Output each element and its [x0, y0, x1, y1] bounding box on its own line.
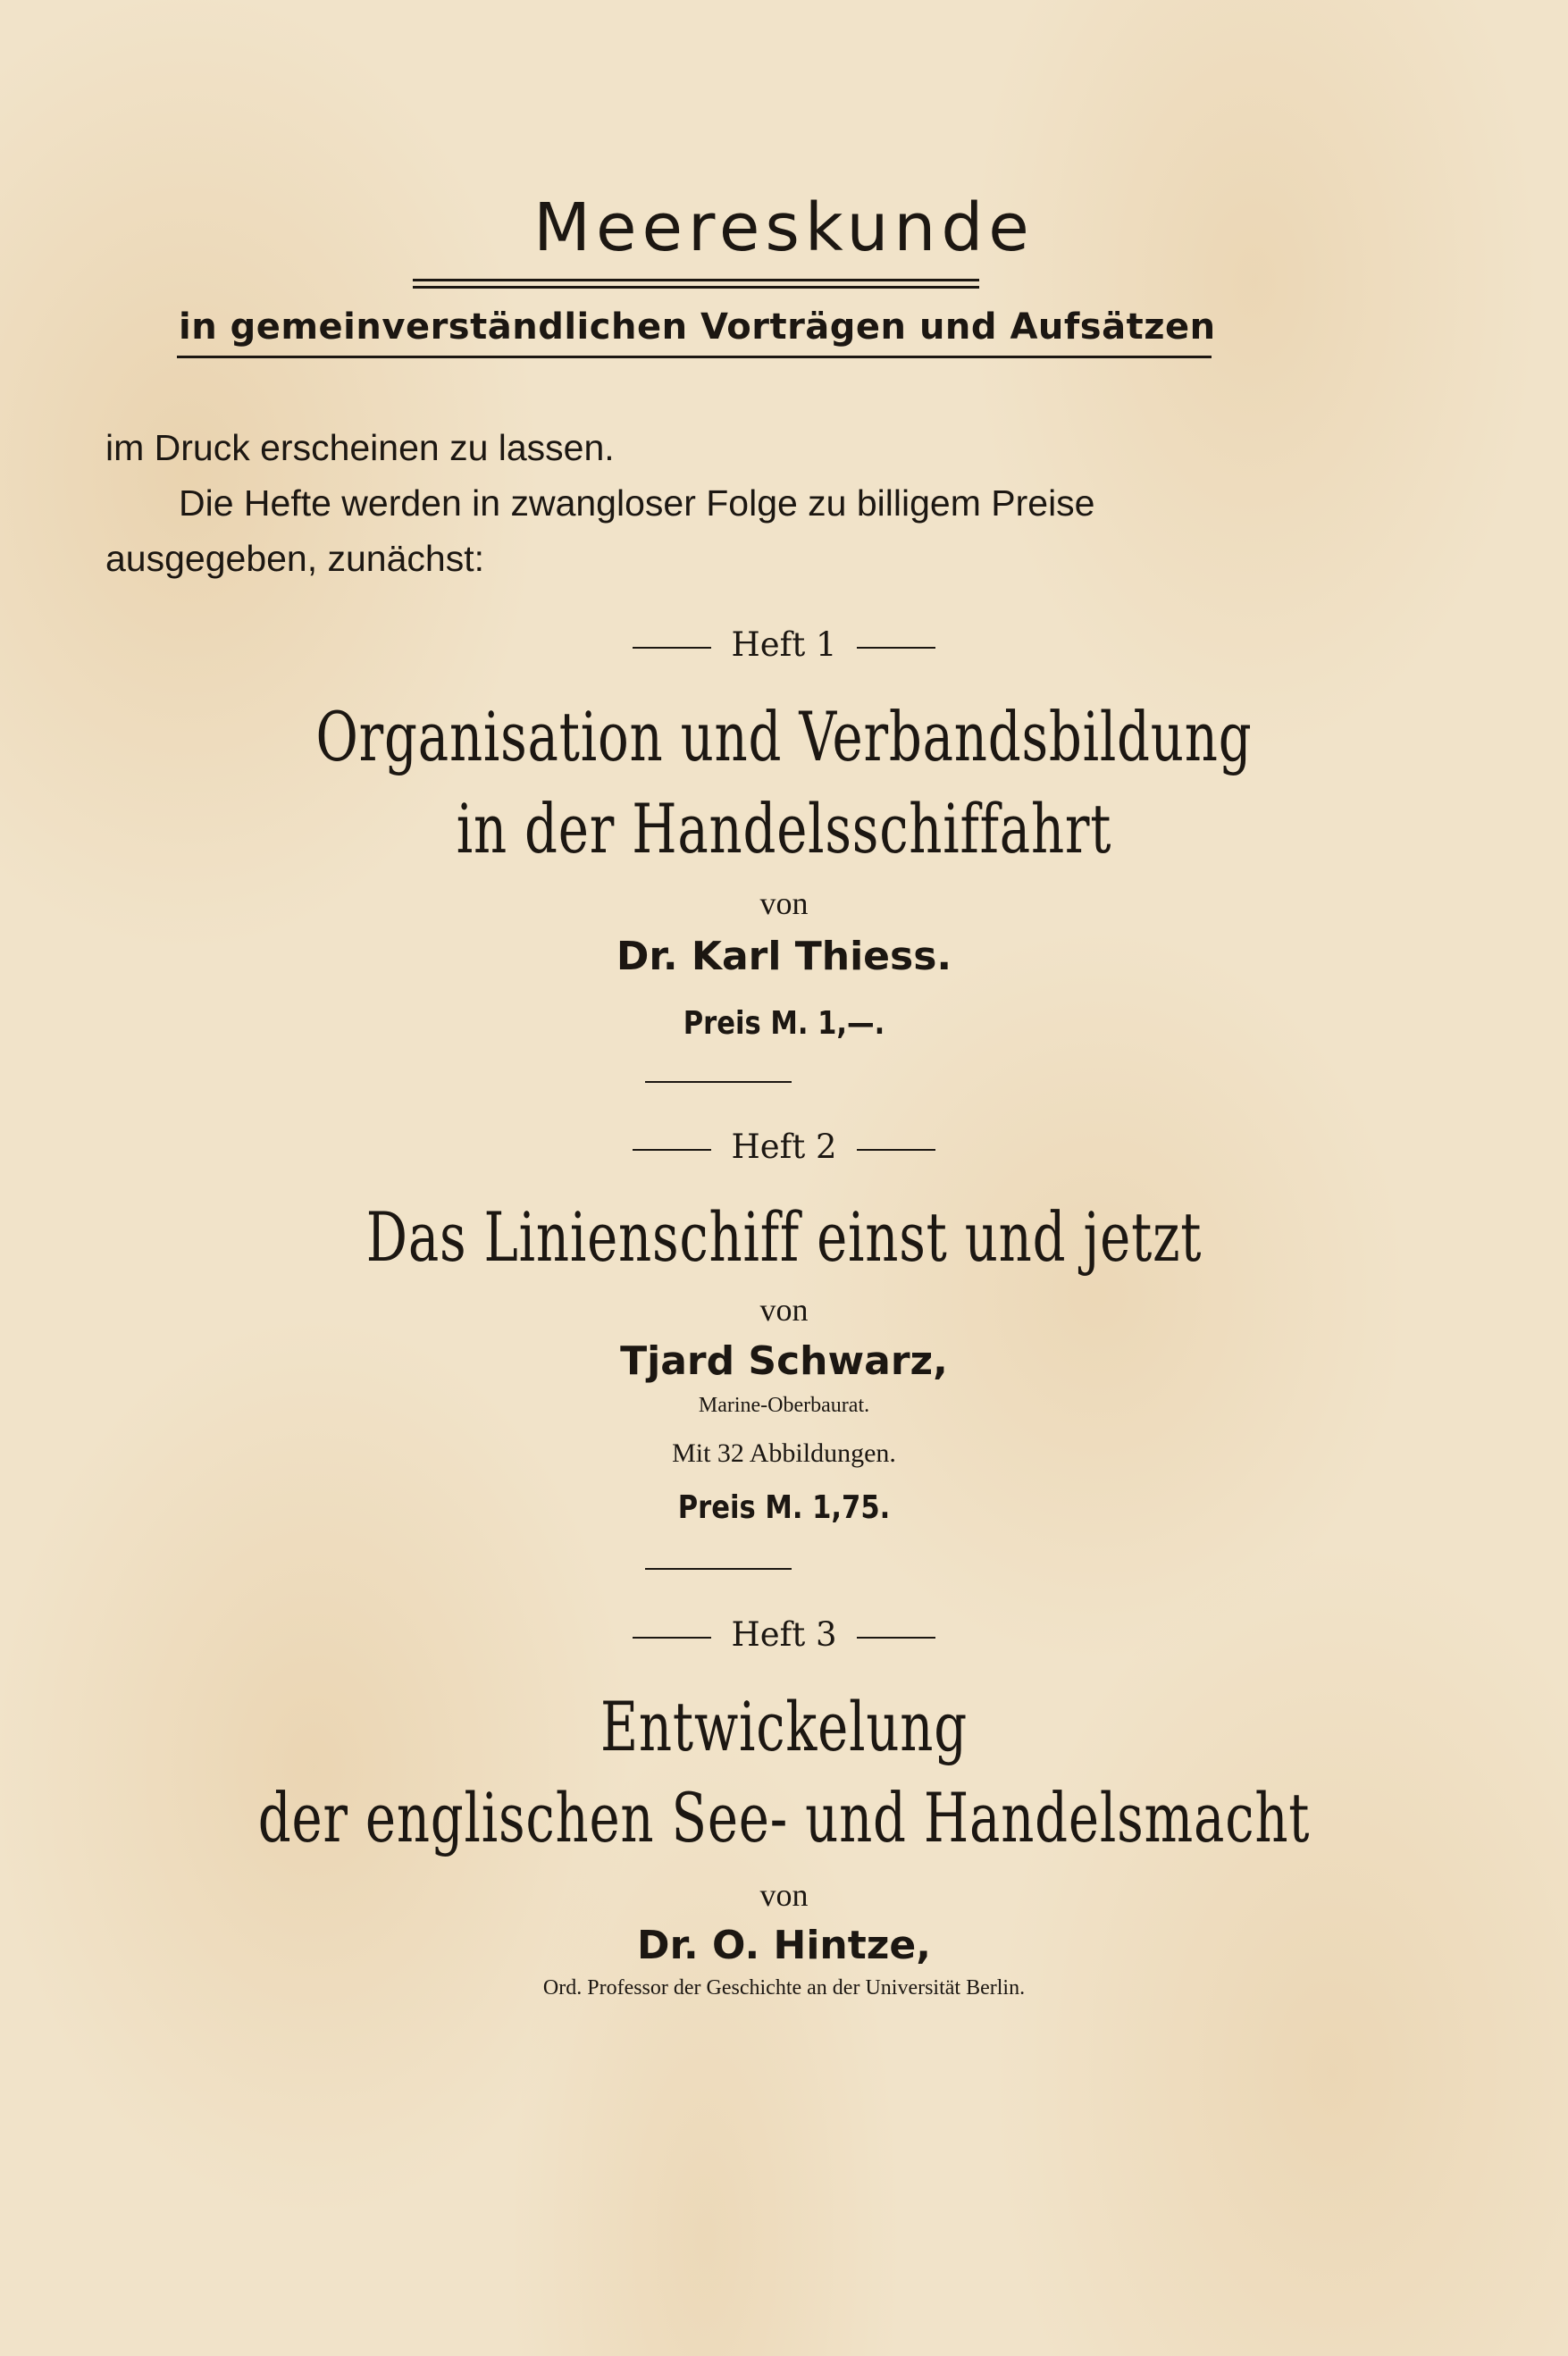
- title-double-rule: [413, 279, 979, 289]
- label-dash-left: [633, 647, 711, 649]
- label-dash-right: [857, 1149, 935, 1151]
- issue-3-title-line-1: Entwickelung: [600, 1687, 968, 1766]
- issue-2-label-text: Heft 2: [731, 1128, 837, 1166]
- issue-2-title-line-1: Das Linienschiff einst und jetzt: [365, 1197, 1203, 1277]
- issue-1-label-text: Heft 1: [731, 625, 837, 664]
- issue-2-von: von: [759, 1292, 809, 1328]
- issue-3-label-text: Heft 3: [731, 1615, 837, 1654]
- issue-separator-1: [645, 1081, 792, 1083]
- series-subtitle: in gemeinverständlichen Vorträgen und Aufsätzen: [179, 306, 1216, 348]
- issue-2-price: Preis M. 1,75.: [677, 1489, 891, 1526]
- issue-3-role: Ord. Professor der Geschichte an der Universität Berlin.: [542, 1976, 1026, 2000]
- intro-line-1: im Druck erscheinen zu lassen.: [105, 427, 615, 468]
- label-dash-left: [633, 1637, 711, 1639]
- issue-2-label: [0, 1128, 1568, 1166]
- issue-1-author: Dr. Karl Thiess.: [616, 934, 952, 979]
- issue-2-illustrations: Mit 32 Abbildungen.: [672, 1438, 896, 1468]
- issue-3-title-line-2: der englischen See- und Handelsmacht: [257, 1778, 1311, 1857]
- issue-separator-2: [645, 1568, 792, 1570]
- subtitle-rule: [177, 356, 1212, 358]
- issue-3-label: [0, 1615, 1568, 1654]
- issue-2-author: Tjard Schwarz,: [620, 1338, 948, 1384]
- label-dash-left: [633, 1149, 711, 1151]
- intro-line-2: Die Hefte werden in zwangloser Folge zu billigem Preise: [179, 482, 1095, 524]
- intro-line-3: ausgegeben, zunächst:: [105, 538, 484, 579]
- label-dash-right: [857, 647, 935, 649]
- issue-1-label: [0, 625, 1568, 664]
- issue-3-von: von: [759, 1877, 809, 1913]
- issue-1-price: Preis M. 1,—.: [683, 1005, 885, 1042]
- issue-3-author: Dr. O. Hintze,: [637, 1923, 931, 1968]
- issue-2-role: Marine-Oberbaurat.: [698, 1394, 870, 1417]
- series-title: Meereskunde: [533, 189, 1035, 266]
- issue-1-von: von: [759, 885, 809, 921]
- label-dash-right: [857, 1637, 935, 1639]
- issue-1-title-line-1: Organisation und Verbandsbildung: [315, 697, 1253, 776]
- intro-paragraph: [105, 420, 1294, 586]
- issue-1-title-line-2: in der Handelsschiffahrt: [456, 789, 1112, 868]
